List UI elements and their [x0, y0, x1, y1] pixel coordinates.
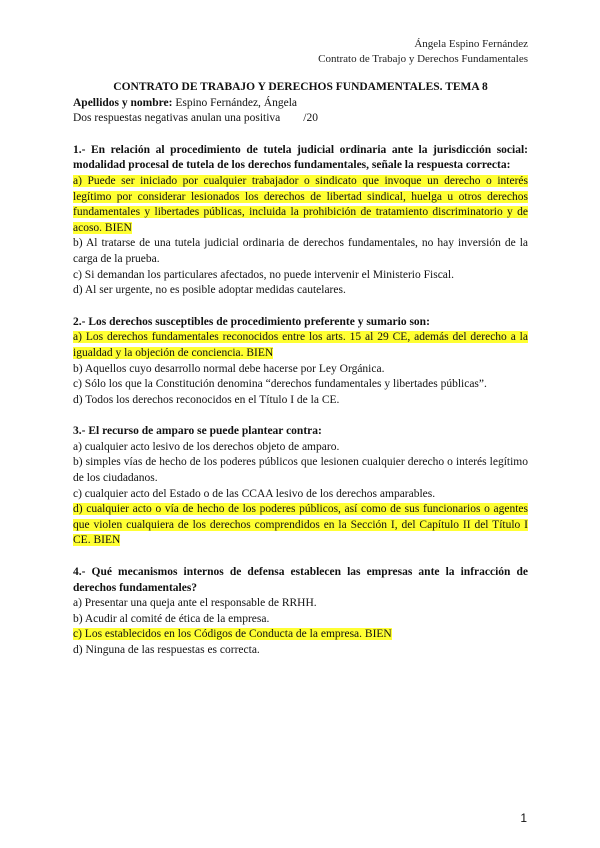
student-label: Apellidos y nombre: — [73, 96, 173, 109]
question-title: 3.- El recurso de amparo se puede plantear contra: — [73, 425, 322, 438]
answer-option: b) Al tratarse de una tutela judicial ordinaria de derechos fundamentales, no hay inversión de la carga de la prueba. — [73, 237, 528, 265]
document-title: CONTRATO DE TRABAJO Y DERECHOS FUNDAMENTALES. TEMA 8 — [113, 81, 488, 93]
answer-option: a) Presentar una queja ante el responsable de RRHH. — [73, 597, 317, 610]
answer-option: c) Sólo los que la Constitución denomina “derechos fundamentales y libertades públicas”. — [73, 378, 487, 391]
answer-option: d) Al ser urgente, no es posible adoptar medidas cautelares. — [73, 284, 346, 297]
answer-option: b) simples vías de hecho de los poderes públicos que lesionen cualquier derecho o interés legítimo de los ciudadanos. — [73, 456, 528, 485]
question-title: 4.- Qué mecanismos internos de defensa establecen las empresas ante la infracción de derechos fundamentales? — [73, 566, 528, 594]
student-name: Espino Fernández, Ángela — [175, 96, 298, 109]
answer-option-correct: a) Puede ser iniciado por cualquier trabajador o sindicato que invoque un derecho o interés legítimo por considerar lesionados los derechos de libertad sindical, huelga u otros derechos fundamentales y libertades públicas, incluida la prohibición de tratamiento discriminatorio y de acoso. BIEN — [73, 174, 528, 234]
answer-option: d) Todos los derechos reconocidos en el Título I de la CE. — [73, 393, 340, 406]
scoring-note: Dos respuestas negativas anulan una positiva /20 — [73, 112, 318, 125]
answer-option-correct: c) Los establecidos en los Códigos de Conducta de la empresa. BIEN — [73, 628, 392, 641]
answer-option: d) Ninguna de las respuestas es correcta. — [73, 644, 260, 656]
question-title: 1.- En relación al procedimiento de tutela judicial ordinaria ante la jurisdicción social: modalidad procesal de tutela de los derechos fundamentales, señale la respuesta correcta: — [73, 143, 528, 172]
answer-option-correct: a) Los derechos fundamentales reconocidos entre los arts. 15 al 29 CE, además del derecho a la igualdad y la objeción de conciencia. BIEN — [73, 331, 528, 359]
answer-option: c) Si demandan los particulares afectados, no puede intervenir el Ministerio Fiscal. — [73, 268, 454, 281]
page-number: 1 — [520, 811, 527, 825]
question-4 — [73, 565, 528, 659]
document-body — [73, 80, 528, 659]
student-line — [73, 96, 528, 112]
answer-option-correct: d) cualquier acto o vía de hecho de los poderes públicos, así como de sus funcionarios o agentes que violen cualquiera de los derechos comprendidos en la Sección I, del Capítulo II del Título I CE. BIEN — [73, 503, 528, 547]
question-2 — [73, 315, 528, 409]
header-course: Contrato de Trabajo y Derechos Fundamentales — [318, 53, 528, 65]
question-3 — [73, 424, 528, 549]
answer-option: c) cualquier acto del Estado o de las CCAA lesivo de los derechos amparables. — [73, 487, 436, 500]
page-header — [318, 37, 528, 67]
header-author: Ángela Espino Fernández — [414, 38, 528, 50]
answer-option: b) Acudir al comité de ética de la empresa. — [73, 612, 270, 625]
answer-option: b) Aquellos cuyo desarrollo normal debe hacerse por Ley Orgánica. — [73, 362, 385, 375]
question-1 — [73, 143, 528, 299]
question-title: 2.- Los derechos susceptibles de procedimiento preferente y sumario son: — [73, 315, 430, 328]
answer-option: a) cualquier acto lesivo de los derechos objeto de amparo. — [73, 440, 340, 453]
